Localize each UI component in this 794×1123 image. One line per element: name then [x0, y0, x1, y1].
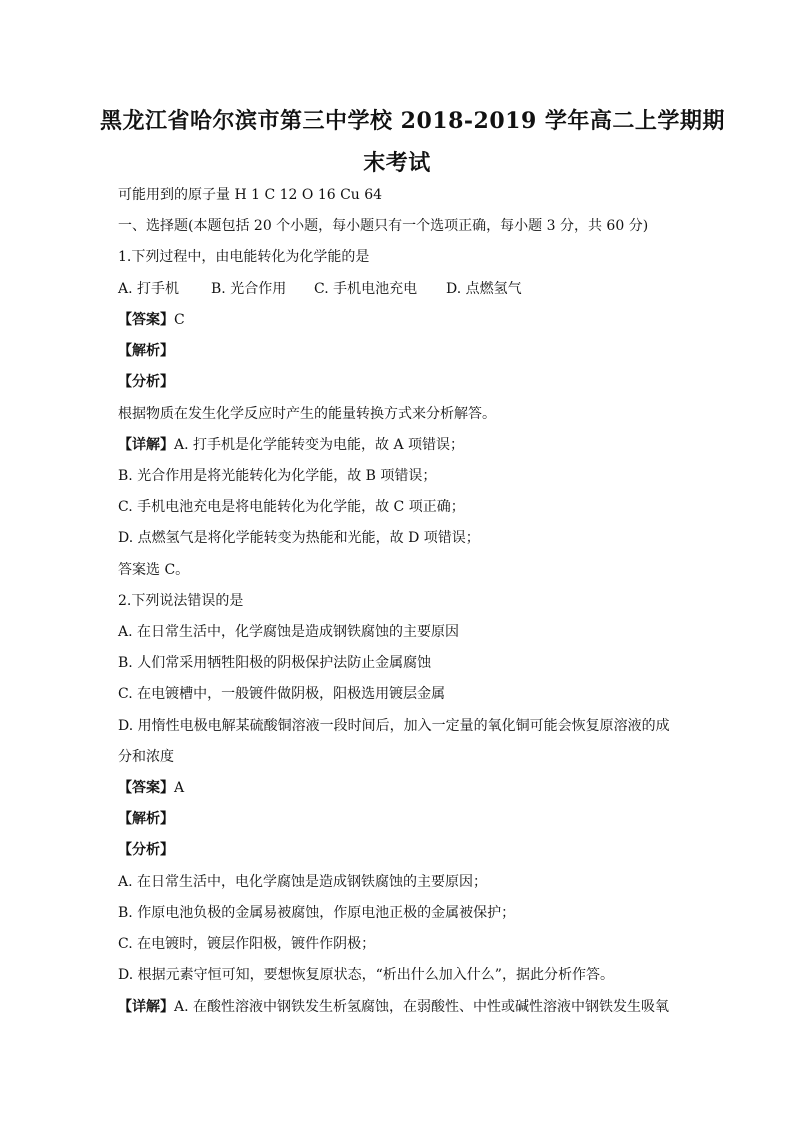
question-1-stem: 1.下列过程中，由电能转化为化学能的是 [118, 249, 370, 265]
question-1-detail-a [118, 435, 684, 455]
question-2-option-c: C. 在电镀槽中，一般镀件做阴极，阳极选用镀层金属 [118, 686, 446, 702]
question-2-answer [118, 778, 684, 798]
detail-tag: 【详解】 [118, 999, 174, 1015]
answer-value: A [174, 780, 185, 796]
question-1-analysis-tag: 【解析】 [118, 343, 174, 359]
question-1-fenxi-tag: 【分析】 [118, 374, 174, 390]
question-1-fenxi-text: 根据物质在发生化学反应时产生的能量转换方式来分析解答。 [118, 406, 496, 422]
question-1-option-b: B. 光合作用 [211, 281, 287, 297]
detail-a-text: A. 打手机是化学能转变为电能，故 A 项错误； [174, 437, 465, 453]
question-1-option-d: D. 点燃氢气 [446, 281, 522, 297]
question-1-detail-d: D. 点燃氢气是将化学能转变为热能和光能，故 D 项错误； [118, 530, 480, 546]
question-2-option-a: A. 在日常生活中，化学腐蚀是造成钢铁腐蚀的主要原因 [118, 624, 460, 640]
atomic-mass-note: 可能用到的原子量 H 1 C 12 O 16 Cu 64 [118, 187, 383, 203]
question-1-option-c: C. 手机电池充电 [314, 281, 418, 297]
question-1-answer [118, 310, 684, 330]
question-2-fenxi-a: A. 在日常生活中，电化学腐蚀是造成钢铁腐蚀的主要原因； [118, 874, 488, 890]
section-heading: 一、选择题(本题包括 20 个小题，每小题只有一个选项正确，每小题 3 分，共 60 分) [118, 218, 649, 234]
question-2-detail-a [118, 997, 684, 1017]
question-2-option-d-line-2: 分和浓度 [118, 749, 174, 765]
question-2-analysis-tag: 【解析】 [118, 811, 174, 827]
question-1-conclusion: 答案选 C。 [118, 562, 190, 578]
question-2-stem: 2.下列说法错误的是 [118, 593, 244, 609]
question-2-fenxi-tag: 【分析】 [118, 842, 174, 858]
question-2-option-d-line-1: D. 用惰性电极电解某硫酸铜溶液一段时间后，加入一定量的氧化铜可能会恢复原溶液的成 [118, 718, 670, 734]
question-1-detail-b: B. 光合作用是将光能转化为化学能，故 B 项错误； [118, 468, 437, 484]
question-1-detail-c: C. 手机电池充电是将电能转化为化学能，故 C 项正确； [118, 499, 465, 515]
question-2-fenxi-d: D. 根据元素守恒可知，要想恢复原状态，“析出什么加入什么”，据此分析作答。 [118, 967, 614, 983]
detail-tag: 【详解】 [118, 437, 174, 453]
answer-tag: 【答案】 [118, 780, 174, 796]
question-1-options [118, 279, 684, 299]
detail-a-text: A. 在酸性溶液中钢铁发生析氢腐蚀，在弱酸性、中性或碱性溶液中钢铁发生吸氧 [174, 999, 670, 1015]
page-title-line-1: 黑龙江省哈尔滨市第三中学校 2018-2019 学年高二上学期期 [100, 108, 725, 134]
question-2-option-b: B. 人们常采用牺牲阳极的阴极保护法防止金属腐蚀 [118, 655, 432, 671]
question-2-fenxi-c: C. 在电镀时，镀层作阳极，镀件作阴极； [118, 936, 376, 952]
question-2-fenxi-b: B. 作原电池负极的金属易被腐蚀，作原电池正极的金属被保护； [118, 905, 516, 921]
page-title-line-2: 末考试 [363, 150, 431, 176]
question-1-option-a: A. 打手机 [118, 281, 180, 297]
answer-tag: 【答案】 [118, 312, 174, 328]
answer-value: C [174, 312, 185, 328]
